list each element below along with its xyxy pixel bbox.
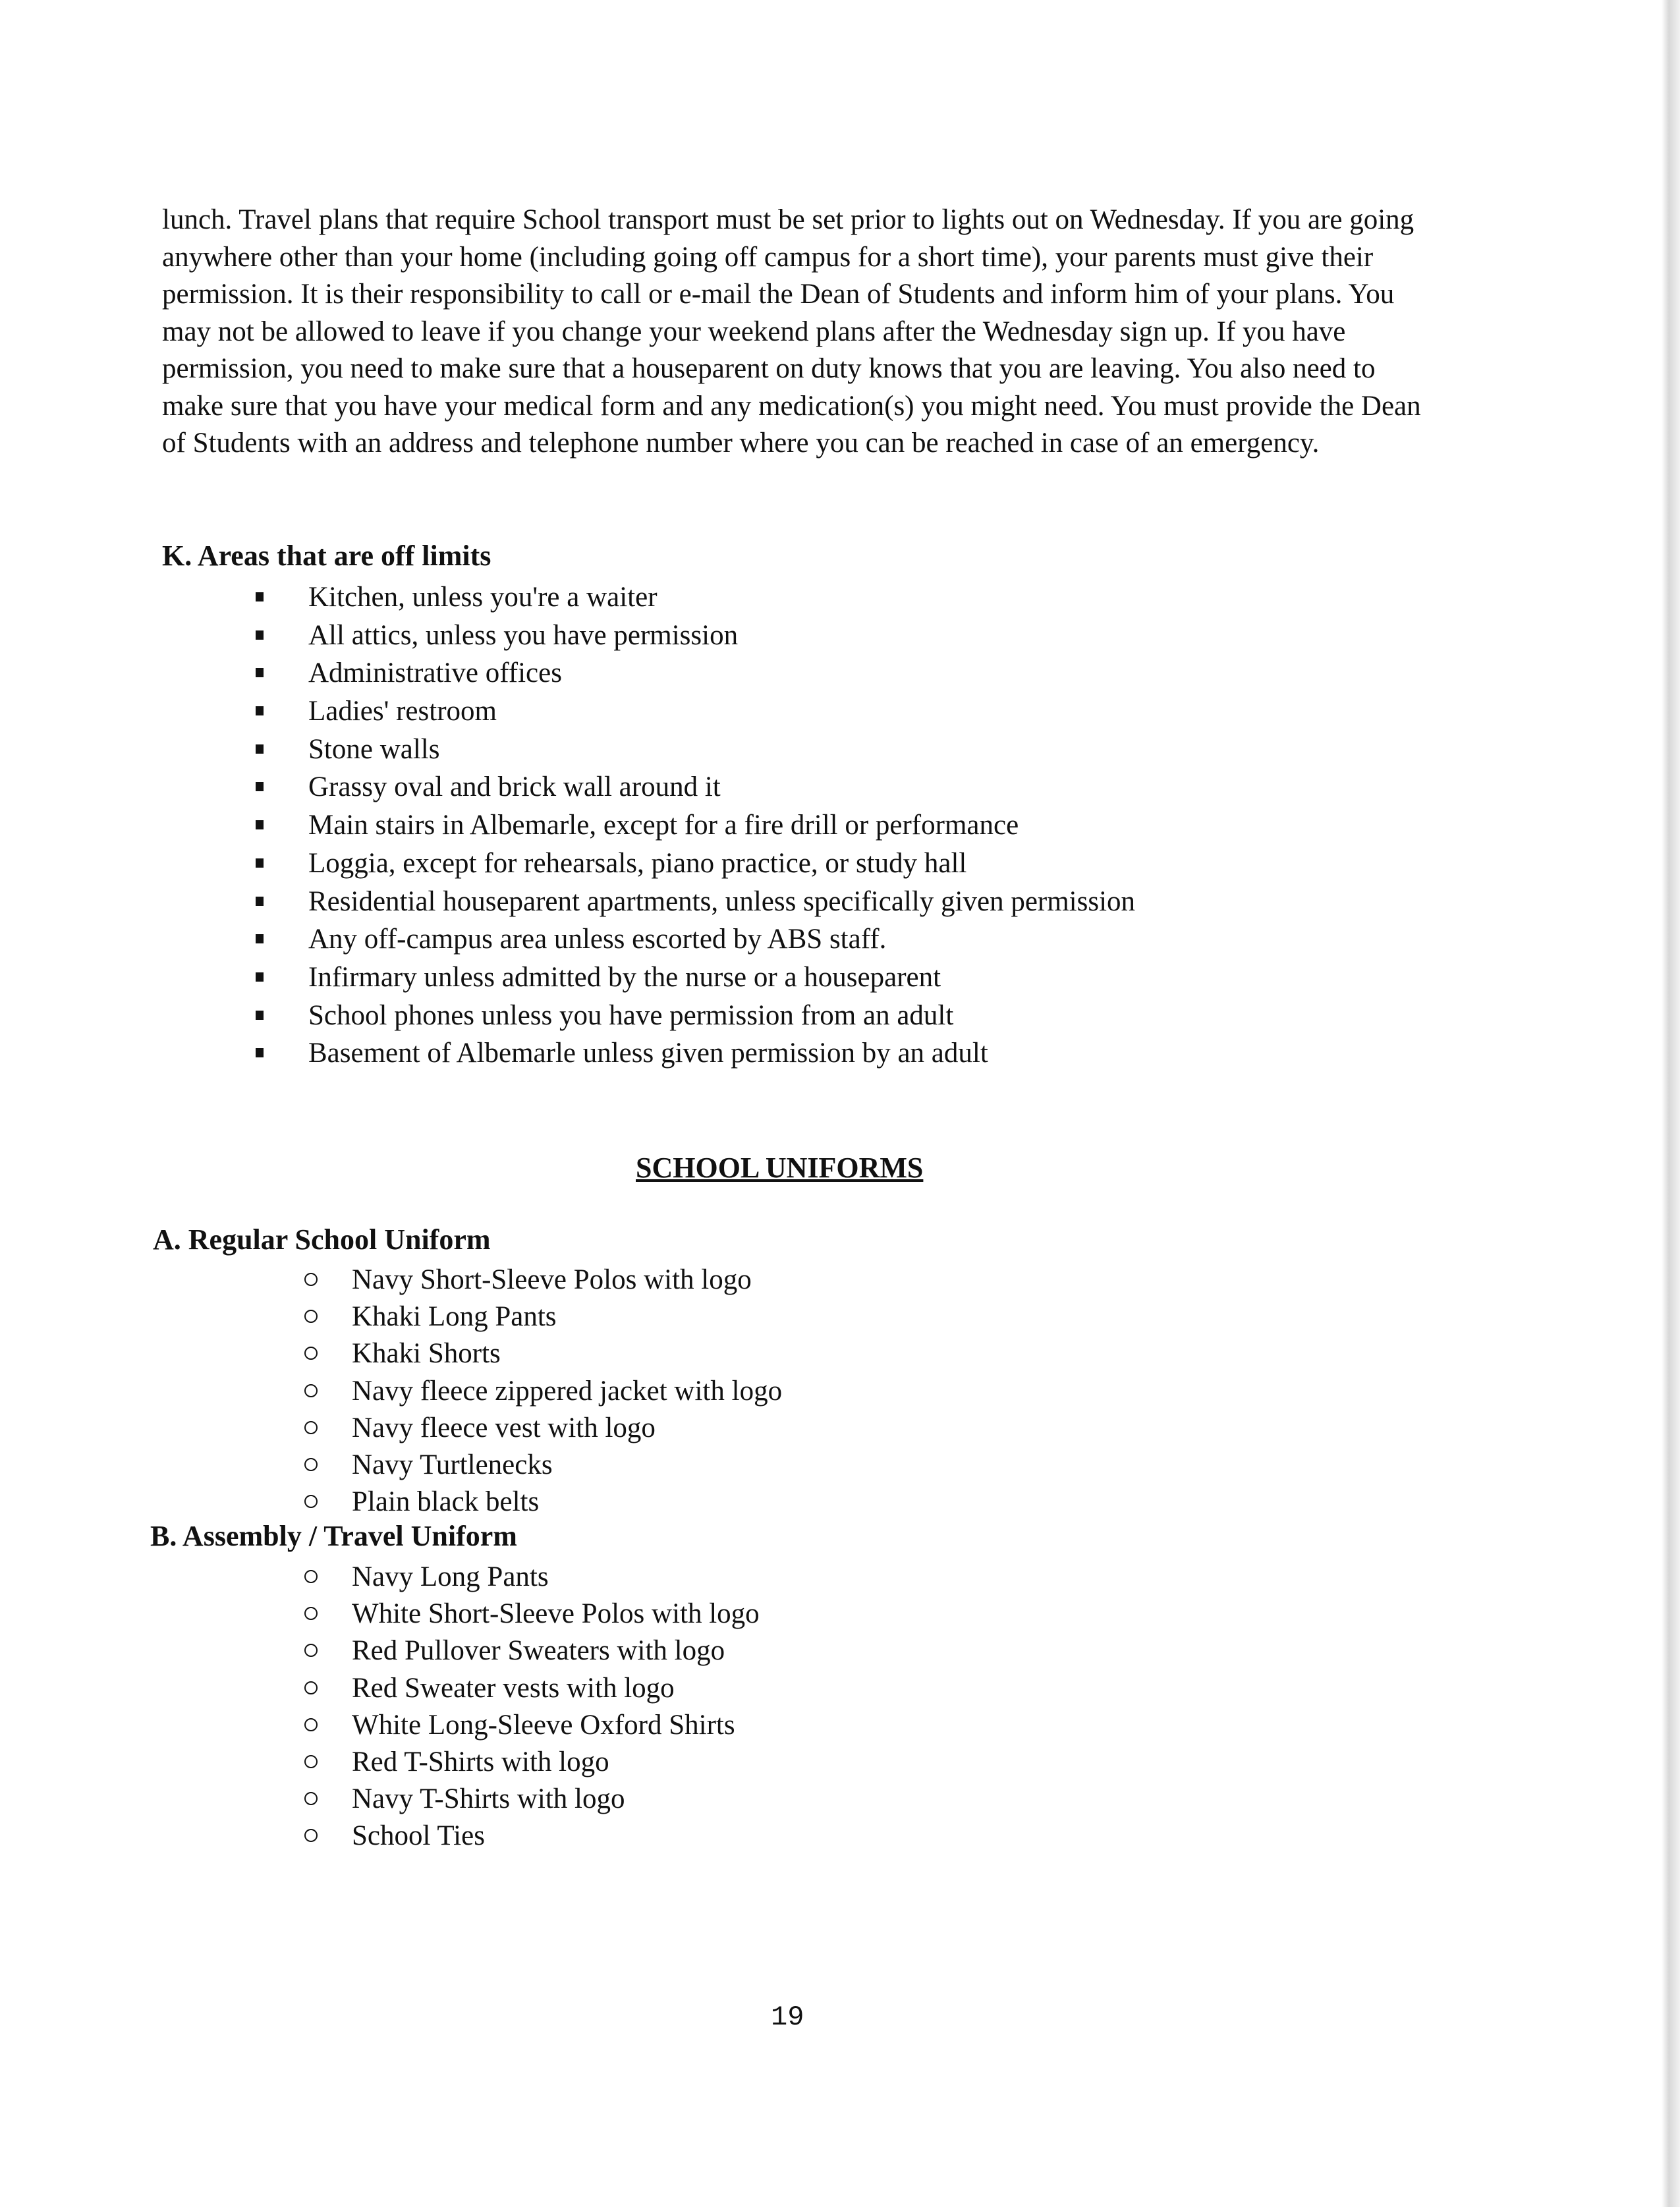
- regular-uniform-item: [304, 1262, 782, 1299]
- off-limits-item: [256, 768, 1135, 806]
- list-item-text: Administrative offices: [308, 657, 562, 689]
- off-limits-item: [256, 578, 1135, 617]
- square-bullet-icon: [256, 668, 264, 677]
- off-limits-item: [256, 692, 1135, 731]
- square-bullet-icon: [256, 858, 264, 868]
- circle-bullet-icon: [304, 1310, 318, 1323]
- circle-bullet-icon: [304, 1347, 318, 1360]
- circle-bullet-icon: [304, 1607, 318, 1620]
- off-limits-item: [256, 920, 1135, 959]
- list-item-text: Navy Long Pants: [352, 1561, 549, 1592]
- list-item-text: Stone walls: [308, 733, 440, 765]
- square-bullet-icon: [256, 630, 264, 640]
- assembly-uniform-item: [304, 1670, 760, 1707]
- regular-uniform-item: [304, 1335, 782, 1372]
- assembly-uniform-list: [304, 1559, 760, 1855]
- regular-uniform-item: [304, 1447, 782, 1484]
- list-item-text: Main stairs in Albemarle, except for a fire drill or performance: [308, 810, 1019, 841]
- assembly-uniform-item: [304, 1707, 760, 1744]
- off-limits-item: [256, 845, 1135, 883]
- circle-bullet-icon: [304, 1384, 318, 1397]
- square-bullet-icon: [256, 934, 264, 943]
- list-item-text: Navy fleece zippered jacket with logo: [352, 1375, 783, 1407]
- circle-bullet-icon: [304, 1570, 318, 1583]
- circle-bullet-icon: [304, 1755, 318, 1768]
- list-item-text: Navy fleece vest with logo: [352, 1412, 656, 1443]
- list-item-text: Red Pullover Sweaters with logo: [352, 1635, 725, 1667]
- square-bullet-icon: [256, 744, 264, 754]
- off-limits-item: [256, 883, 1135, 921]
- regular-uniform-item: [304, 1484, 782, 1521]
- list-item-text: Infirmary unless admitted by the nurse or a houseparent: [308, 961, 941, 993]
- circle-bullet-icon: [304, 1644, 318, 1657]
- list-item-text: Navy Turtlenecks: [352, 1449, 553, 1480]
- circle-bullet-icon: [304, 1273, 318, 1286]
- square-bullet-icon: [256, 782, 264, 791]
- assembly-uniform-item: [304, 1781, 760, 1818]
- list-item-text: School phones unless you have permission from an adult: [308, 999, 954, 1031]
- circle-bullet-icon: [304, 1681, 318, 1694]
- assembly-uniform-item: [304, 1818, 760, 1855]
- list-item-text: White Short-Sleeve Polos with logo: [352, 1598, 760, 1630]
- school-uniforms-title: SCHOOL UNIFORMS: [636, 1152, 924, 1184]
- list-item-text: Loggia, except for rehearsals, piano practice, or study hall: [308, 847, 967, 879]
- list-item-text: Ladies' restroom: [308, 696, 497, 727]
- list-item-text: Khaki Shorts: [352, 1338, 501, 1370]
- off-limits-item: [256, 617, 1135, 655]
- assembly-uniform-item: [304, 1596, 760, 1633]
- list-item-text: Navy T-Shirts with logo: [352, 1783, 625, 1815]
- assembly-uniform-item: [304, 1744, 760, 1781]
- list-item-text: Any off-campus area unless escorted by ABS staff.: [308, 924, 887, 955]
- assembly-uniform-item: [304, 1633, 760, 1669]
- off-limits-item: [256, 654, 1135, 692]
- off-limits-item: [256, 1034, 1135, 1073]
- off-limits-heading: K. Areas that are off limits: [162, 540, 491, 572]
- circle-bullet-icon: [304, 1458, 318, 1471]
- circle-bullet-icon: [304, 1792, 318, 1805]
- list-item-text: School Ties: [352, 1820, 485, 1852]
- square-bullet-icon: [256, 897, 264, 906]
- list-item-text: White Long-Sleeve Oxford Shirts: [352, 1709, 735, 1741]
- regular-uniform-list: [304, 1262, 782, 1521]
- regular-uniform-item: [304, 1299, 782, 1335]
- square-bullet-icon: [256, 820, 264, 829]
- regular-uniform-heading: A. Regular School Uniform: [153, 1223, 491, 1256]
- assembly-uniform-heading: B. Assembly / Travel Uniform: [150, 1520, 517, 1552]
- list-item-text: Khaki Long Pants: [352, 1301, 557, 1333]
- assembly-uniform-item: [304, 1559, 760, 1596]
- off-limits-item: [256, 959, 1135, 997]
- circle-bullet-icon: [304, 1421, 318, 1434]
- regular-uniform-item: [304, 1410, 782, 1447]
- list-item-text: Basement of Albemarle unless given permission by an adult: [308, 1038, 988, 1069]
- square-bullet-icon: [256, 1048, 264, 1057]
- list-item-text: Kitchen, unless you're a waiter: [308, 582, 658, 613]
- page-number: 19: [771, 2001, 804, 2033]
- off-limits-item: [256, 806, 1135, 845]
- circle-bullet-icon: [304, 1718, 318, 1731]
- off-limits-item: [256, 997, 1135, 1035]
- circle-bullet-icon: [304, 1829, 318, 1842]
- list-item-text: Plain black belts: [352, 1486, 540, 1518]
- list-item-text: Residential houseparent apartments, unless specifically given permission: [308, 885, 1136, 917]
- regular-uniform-item: [304, 1373, 782, 1410]
- page-edge-shadow: [1662, 0, 1680, 2207]
- circle-bullet-icon: [304, 1495, 318, 1508]
- square-bullet-icon: [256, 1011, 264, 1020]
- square-bullet-icon: [256, 592, 264, 601]
- off-limits-list: [256, 578, 1135, 1073]
- square-bullet-icon: [256, 972, 264, 982]
- list-item-text: Red Sweater vests with logo: [352, 1672, 675, 1704]
- list-item-text: Grassy oval and brick wall around it: [308, 771, 721, 803]
- list-item-text: Red T-Shirts with logo: [352, 1746, 609, 1777]
- list-item-text: Navy Short-Sleeve Polos with logo: [352, 1264, 752, 1295]
- off-limits-item: [256, 731, 1135, 769]
- list-item-text: All attics, unless you have permission: [308, 619, 739, 651]
- travel-plans-paragraph: lunch. Travel plans that require School transport must be set prior to lights out on Wednesday. If you are going anywhere other than your home (including going off campus for a short time), your parents must give their permission. It is their responsibility to call or e-mail the Dean of Students and inform him of your plans. You may not be allowed to leave if you change your weekend plans after the Wednesday sign up. If you have permission, you need to make sure that a houseparent on duty knows that you are leaving. You also need to make sure that you have your medical form and any medication(s) you might need. You must provide the Dean of Students with an address and telephone number where you can be reached in case of an emergency.: [162, 204, 1421, 459]
- square-bullet-icon: [256, 706, 264, 715]
